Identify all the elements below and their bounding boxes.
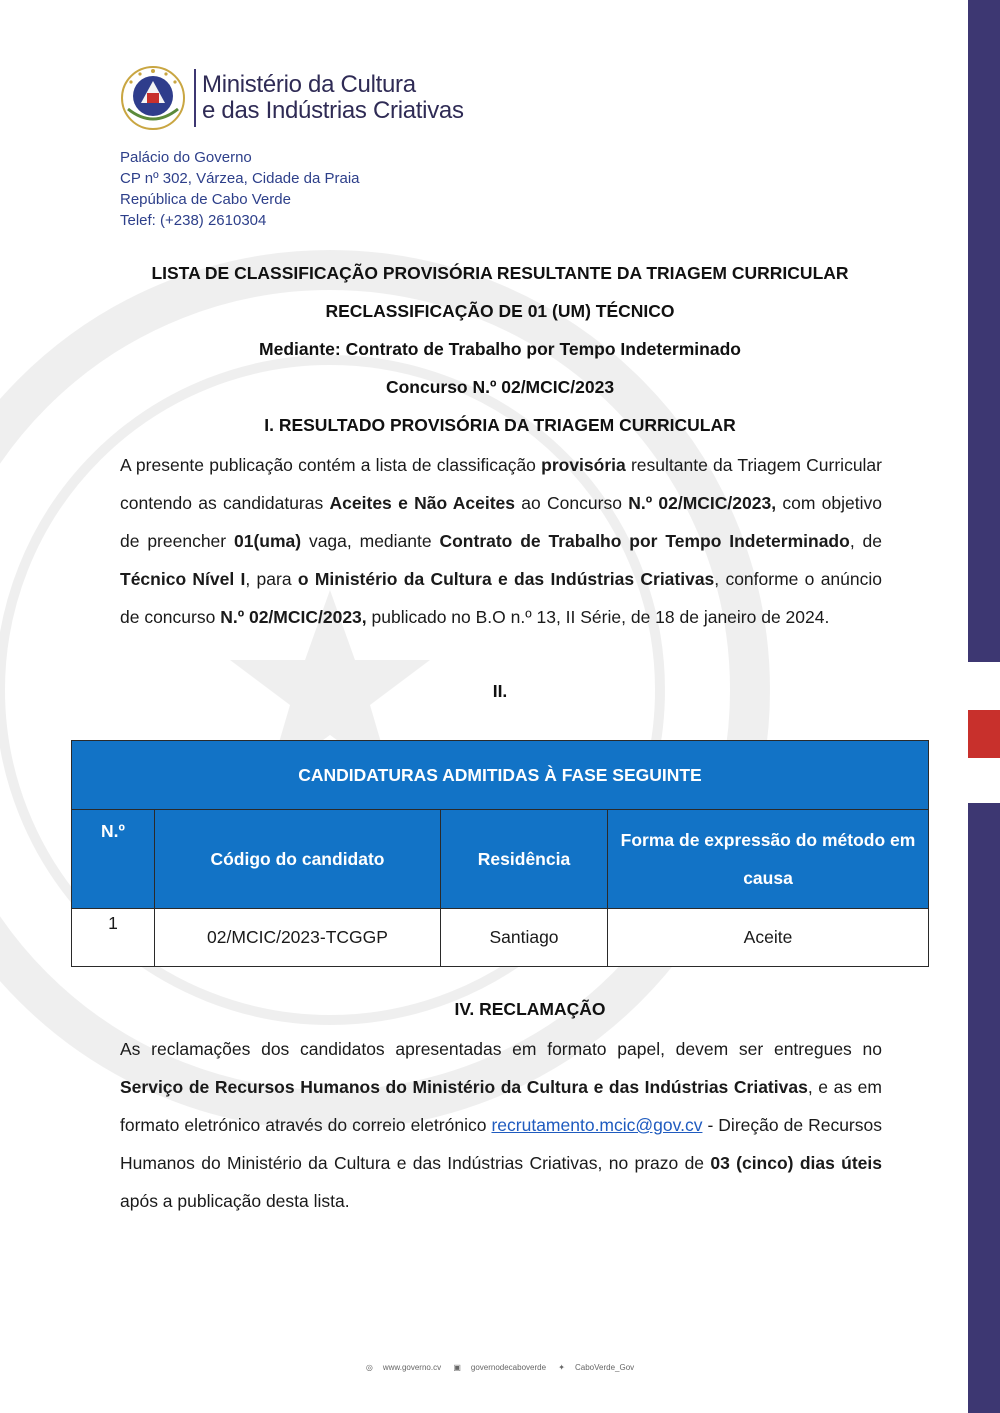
table-row xyxy=(72,909,929,967)
bold-text: N.º 02/MCIC/2023, xyxy=(220,607,367,627)
logo-divider xyxy=(194,69,196,127)
text: A presente publicação contém a lista de classificação xyxy=(120,455,542,475)
address-line: Telef: (+238) 2610304 xyxy=(120,212,267,229)
text: publicado no B.O n.º 13, II Série, de 18 de janeiro de 2024. xyxy=(366,607,830,627)
text: após a publicação desta lista. xyxy=(120,1191,350,1211)
table-title: CANDIDATURAS ADMITIDAS À FASE SEGUINTE xyxy=(72,741,929,810)
text: ao Concurso xyxy=(515,493,629,513)
globe-icon: ◎ xyxy=(365,1363,373,1372)
residence: Santiago xyxy=(441,909,608,967)
address-line: Palácio do Governo xyxy=(120,149,252,166)
side-bar-red-accent xyxy=(968,710,1000,758)
facebook-icon: ▣ xyxy=(453,1363,461,1372)
ministry-name-line1: Ministério da Cultura xyxy=(202,71,416,98)
address-line: República de Cabo Verde xyxy=(120,191,291,208)
bold-text: N.º 02/MCIC/2023, xyxy=(628,493,777,513)
text: - Direção de Recursos Humanos do Ministério da Cultura e das Indústrias Criativas, no prazo de xyxy=(120,1115,882,1173)
text: As reclamações dos candidatos apresentadas em formato papel, devem ser entregues no xyxy=(120,1039,882,1059)
section-1-title: I. RESULTADO PROVISÓRIA DA TRIAGEM CURRICULAR xyxy=(264,415,736,435)
document-subtitle: RECLASSIFICAÇÃO DE 01 (UM) TÉCNICO xyxy=(325,301,675,321)
bold-text: provisória xyxy=(541,455,626,475)
text: , para xyxy=(245,569,298,589)
twitter-link[interactable]: CaboVerde_Gov xyxy=(574,1363,635,1372)
ministry-header xyxy=(120,65,464,131)
column-header-method: Forma de expressão do método em causa xyxy=(608,810,929,909)
complaint-paragraph xyxy=(120,1030,882,1220)
ministry-name-line2: e das Indústrias Criativas xyxy=(202,97,464,124)
facebook-link[interactable]: governodecaboverde xyxy=(470,1363,547,1372)
address-line: CP nº 302, Várzea, Cidade da Praia xyxy=(120,170,360,187)
bold-text: o Ministério da Cultura e das Indústrias Criativas xyxy=(297,569,715,589)
twitter-icon: ✦ xyxy=(558,1363,565,1372)
column-header-residence: Residência xyxy=(441,810,608,909)
bold-text: Contrato de Trabalho por Tempo Indeterminado xyxy=(439,531,850,551)
coat-of-arms-icon xyxy=(120,65,186,131)
address-block xyxy=(120,147,360,231)
text: resultante da Triagem Curricular contendo as candidaturas xyxy=(120,455,882,513)
bold-text: Serviço de Recursos Humanos do Ministério da Cultura e das Indústrias Criativas xyxy=(120,1077,808,1097)
contract-type: Mediante: Contrato de Trabalho por Tempo Indeterminado xyxy=(259,339,741,359)
text: , conforme o anúncio de concurso xyxy=(120,569,882,627)
website-link[interactable]: www.governo.cv xyxy=(382,1363,442,1372)
email-link[interactable]: recrutamento.mcic@gov.cv xyxy=(491,1115,703,1135)
side-bar-bottom xyxy=(968,803,1000,1413)
candidates-table xyxy=(71,740,929,967)
row-number: 1 xyxy=(72,909,155,967)
bold-text: Aceites e Não Aceites xyxy=(329,493,516,513)
candidate-code: 02/MCIC/2023-TCGGP xyxy=(155,909,441,967)
column-header-candidate-code: Código do candidato xyxy=(155,810,441,909)
text: , de xyxy=(849,531,883,551)
column-header-number: N.º xyxy=(72,810,155,909)
bold-text: 01(uma) xyxy=(233,531,302,551)
footer xyxy=(0,1363,1000,1372)
section-2-title: II. xyxy=(492,681,508,701)
text: vaga, mediante xyxy=(301,531,440,551)
text: , e as em formato eletrónico através do correio eletrónico xyxy=(120,1077,882,1135)
result-status: Aceite xyxy=(608,909,929,967)
text: com objetivo de preencher xyxy=(120,493,883,551)
section-4-title: IV. RECLAMAÇÃO xyxy=(454,999,606,1019)
side-bar-top xyxy=(968,0,1000,662)
bold-text: Técnico Nível I xyxy=(120,569,246,589)
document-title: LISTA DE CLASSIFICAÇÃO PROVISÓRIA RESULTANTE DA TRIAGEM CURRICULAR xyxy=(151,263,849,283)
ministry-name xyxy=(202,72,464,124)
bold-text: 03 (cinco) dias úteis xyxy=(710,1153,882,1173)
contest-number: Concurso N.º 02/MCIC/2023 xyxy=(385,377,615,397)
intro-paragraph xyxy=(120,446,882,636)
